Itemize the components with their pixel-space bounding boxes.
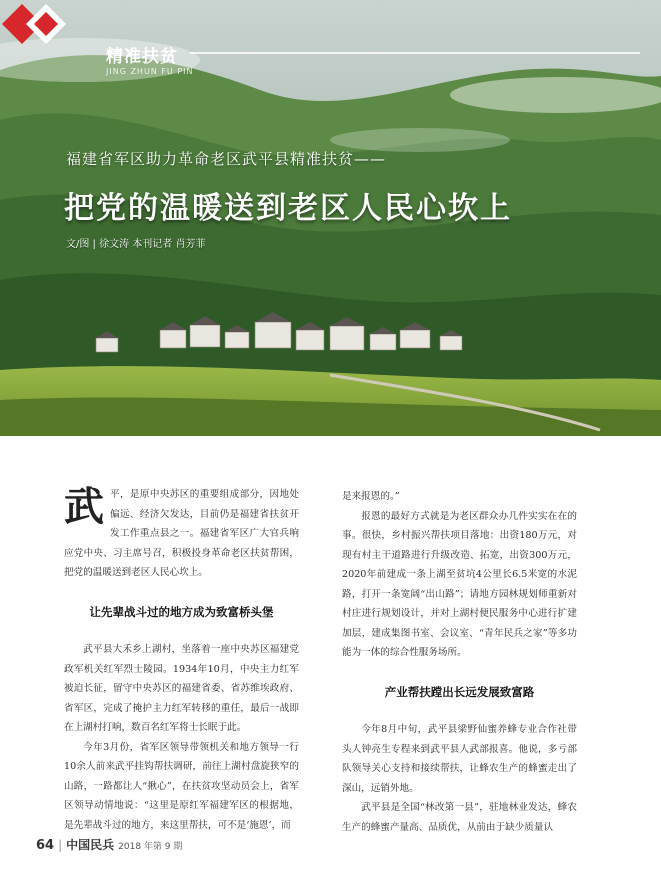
article-headline: 把党的温暖送到老区人民心坎上 — [64, 191, 512, 226]
body-paragraph: 报恩的最好方式就是为老区群众办几件实实在在的事。很快，乡村振兴帮扶项目落地：出资180万元，对现有村主干道路进行升级改造、拓宽，出资300万元，2020年前建成一条上湖至贫坑4公里长6.5米宽的水泥路，打开一条宽阔“出山路”；请地方园林规划师重新对村庄进行规划设计，并对上湖村便民服务中心进行扩建加层，建成集图书室、会议室、“青年民兵之家”等多功能为一体的综合性服务场所。 — [342, 510, 577, 658]
body-paragraph: 今年8月中旬，武平县梁野仙蜜养蜂专业合作社带头人钟亮生专程来到武平县人武部报喜。他说，多亏部队领导关心支持和接续帮扶，让蜂农生产的蜂蜜走出了深山，远销外地。 — [342, 724, 577, 794]
section-heading-1: 让先辈战斗过的地方成为致富桥头堡 — [89, 604, 274, 619]
article-byline: 文/图 | 徐文涛 本刊记者 肖芳菲 — [66, 239, 206, 250]
article-column-right — [342, 487, 577, 837]
body-paragraph: 今年3月份，省军区领导带领机关和地方领导一行10余人前来武平挂钩帮扶调研，前往上湖村盘旋狭窄的山路，一路都让人“揪心”，在扶贫攻坚动员会上，省军区领导动情地说：“这里是原红军福建军区的根据地，是先辈战斗过的地方，来这里帮扶，可不是‘施恩’，而 — [64, 741, 299, 831]
header-divider — [190, 52, 640, 54]
intro-paragraph — [64, 485, 299, 583]
issue-label: 2018 年第 9 期 — [118, 842, 183, 852]
body-paragraph: 是来报恩的。” — [342, 491, 400, 502]
magazine-name: 中国民兵 — [66, 838, 115, 852]
intro-text: 平，是原中央苏区的重要组成部分，因地处偏远、经济欠发达，目前仍是福建省扶贫开发工作重点县之一。福建省军区广大官兵响应党中央、习主席号召，积极投身革命老区扶贫帮困，把党的温暖送到老区人民心坎上。 — [64, 489, 299, 578]
article-subtitle: 福建省军区助力革命老区武平县精准扶贫—— — [66, 150, 387, 168]
article-column-left — [64, 485, 299, 835]
section-pinyin: JING ZHUN FU PIN — [106, 67, 194, 76]
footer-separator: | — [58, 838, 63, 852]
hero-photo — [0, 0, 661, 436]
section-heading-2: 产业帮扶蹚出长远发展致富路 — [384, 684, 535, 699]
section-diamond-icon — [0, 0, 80, 50]
drop-cap: 武 — [64, 483, 104, 530]
section-title: 精准扶贫 — [106, 47, 178, 67]
body-paragraph: 武平县大禾乡上湖村，坐落着一座中央苏区福建党政军机关红军烈士陵园。1934年10月，中央主力红军被迫长征，留守中央苏区的福建省委、省苏维埃政府、省军区，完成了掩护主力红军转移的重任，最后一战即在上湖村打响，数百名红军将士长眠于此。 — [64, 644, 299, 733]
page-number: 64 — [36, 838, 55, 853]
page-footer — [36, 836, 182, 853]
body-paragraph: 武平县是全国“林改第一县”，驻地林业发达，蜂农生产的蜂蜜产量高、品质优，从前由于缺少质量认 — [342, 802, 577, 833]
